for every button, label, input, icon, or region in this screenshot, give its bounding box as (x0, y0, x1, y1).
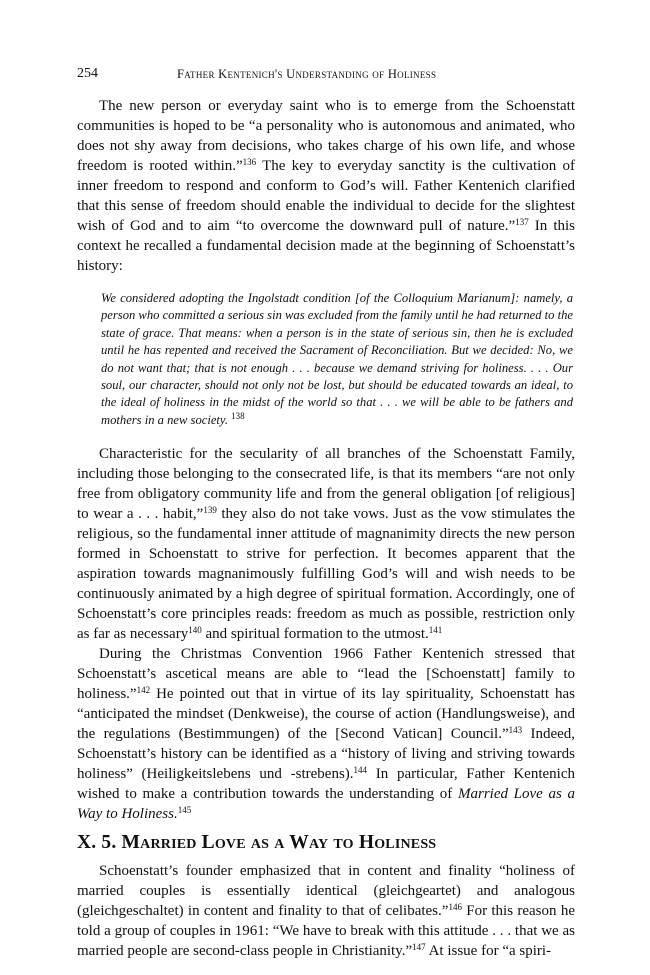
text: Indeed, Schoenstatt’s history can be identified as a “history of living and striving towards holiness” (Heiligkeitslebens und -strebens). (77, 726, 576, 783)
block-quote (101, 290, 573, 429)
text: In particular, Father Kentenich wished to make a contribution towards the understanding of (77, 766, 575, 803)
footnote-ref: 142 (136, 685, 151, 696)
quote-text: We considered adopting the Ingolstadt condition [of the Colloquium Marianum]: namely, a person who committed a serious sin was excluded from the family until he had returned to the state of grace. That means: when a person is in the state of serious sin, then he is excluded until he has repented and received the Sacrament of Reconciliation. But we decided: No, we do not want that; that is not enough . . . because we demand striving for holiness. . . . Our soul, our character, should not only not be lost, but should be educated towards an ideal, to the ideal of holiness in the midst of the world so that . . . we will be able to be fathers and mothers in a new society. (101, 291, 573, 427)
footnote-ref: 139 (203, 505, 217, 516)
paragraph (77, 861, 575, 961)
text: and spiritual formation to the utmost. (201, 626, 429, 643)
page-body (77, 96, 575, 961)
text: During the Christmas Convention 1966 Father Kentenich stressed that Schoenstatt’s ascetical means are able to “lead the [Schoenstatt] family to holiness.” (77, 646, 575, 703)
footnote-ref: 138 (231, 410, 245, 421)
section-heading: X. 5. Married Love as a Way to Holiness (77, 832, 437, 854)
footnote-ref: 137 (515, 217, 529, 227)
text: Schoenstatt’s founder emphasized that in content and finality “holiness of married couples is essentially identical (gleichgeartet) and analogous (gleichgeschaltet) in content and finality to that of celibates.” (77, 863, 575, 920)
book-title: Married Love as a Way to Holiness. (77, 786, 575, 823)
text: He pointed out that in virtue of its lay spirituality, Schoenstatt has “anticipated the mindset (Denkweise), the course of action (Handlungsweise), and the regulations (Bestimmungen) of the [Second Vatican] Council.” (77, 686, 575, 743)
text: For this reason he told a group of couples in 1961: “We have to break with this attitude . . . that we as married people are second-class people in Christianity.” (77, 903, 575, 960)
text: At issue for “a spiri- (425, 943, 552, 960)
page-number: 254 (77, 66, 98, 81)
page-header (77, 66, 577, 86)
footnote-ref: 146 (448, 902, 462, 913)
paragraph (77, 96, 575, 276)
text: Characteristic for the secularity of all branches of the Schoenstatt Family, including those belonging to the consecrated life, is that its members “are not only free from obligatory community life and from the general obligation [of religious] to wear a . . . habit,” (77, 446, 575, 523)
running-title: Father Kentenich's Understanding of Holiness (177, 67, 437, 81)
footnote-ref: 147 (412, 942, 426, 953)
footnote-ref: 144 (353, 765, 368, 776)
text: The new person or everyday saint who is to emerge from the Schoenstatt communities is hoped to be “a personality who is autonomous and animated, who does not shy away from decisions, who takes charge of his own life, and whose freedom is rooted within.” (77, 98, 575, 174)
footnote-ref: 136 (242, 157, 257, 167)
footnote-ref: 141 (428, 625, 443, 636)
text: In this context he recalled a fundamental decision made at the beginning of Schoenstatt’s history: (77, 218, 576, 274)
text: they also do not take vows. Just as the vow stimulates the religious, so the fundamental inner attitude of magnanimity directs the new person formed in Schoenstatt to strive for perfection. It becomes apparent that the aspiration towards magnanimously fulfilling God’s will and wish needs to be continuously animated by a high degree of spiritual formation. Accordingly, one of Schoenstatt’s core principles reads: freedom as much as possible, restriction only as far as necessary (77, 506, 575, 643)
footnote-ref: 143 (508, 725, 523, 736)
paragraph (77, 644, 575, 824)
paragraph (77, 444, 575, 644)
footnote-ref: 145 (177, 805, 192, 816)
footnote-ref: 140 (188, 625, 202, 636)
text: The key to everyday sanctity is the cultivation of inner freedom to respond and conform to God’s will. Father Kentenich clarified that this sense of freedom should enable the individual to decide for the slightest wish of God and to aim “to overcome the downward pull of nature.” (77, 158, 575, 234)
